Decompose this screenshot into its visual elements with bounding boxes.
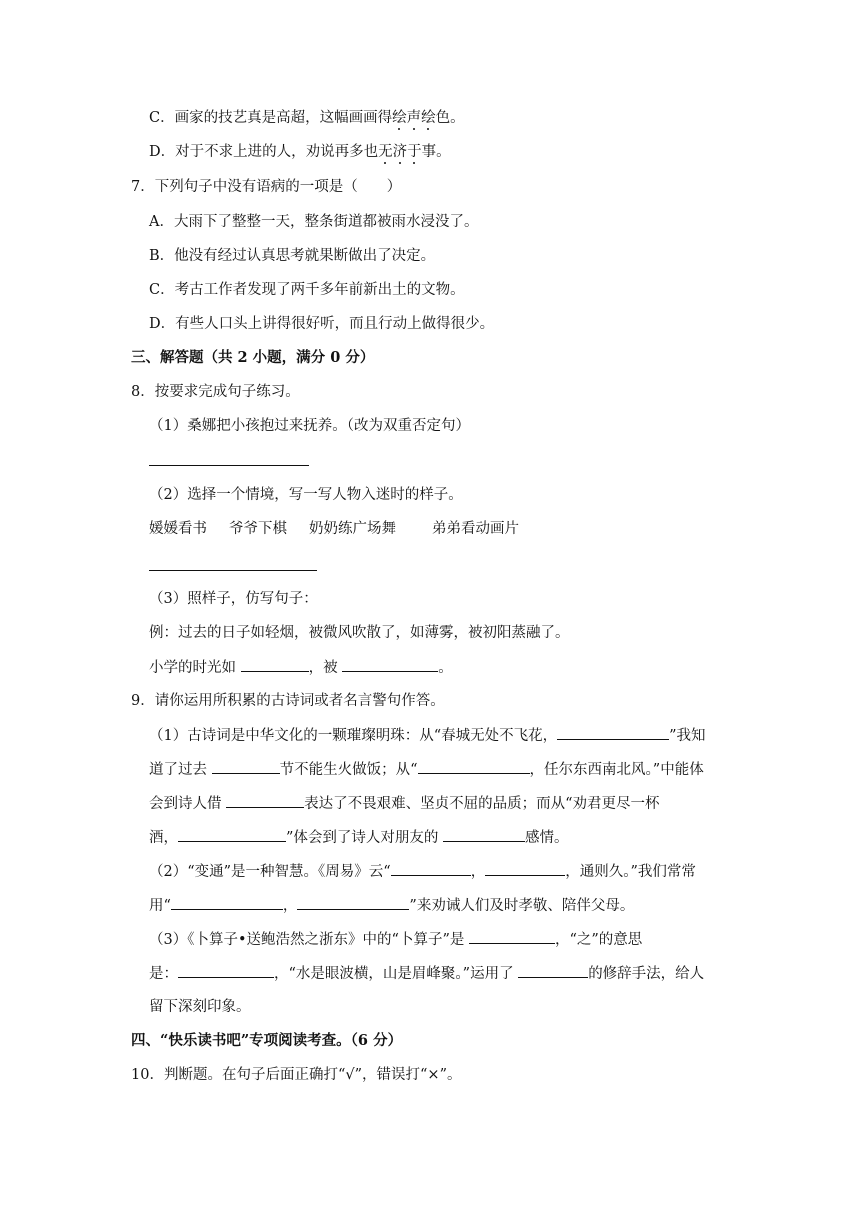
emphasis-char: 济: [392, 144, 408, 160]
q8-part-2: （2）选择一个情境，写一写人物入迷时的样子。: [149, 487, 463, 503]
q9-part-1-line-2: 道了过去 节不能生火做饭；从“ ，任尔东西南北风。”中能体: [149, 759, 704, 780]
q7-option-b: B．他没有经过认真思考就果断做出了决定。: [149, 248, 436, 264]
answer-blank[interactable]: [391, 861, 471, 876]
q7-stem: 7．下列句子中没有语病的一项是（ ）: [131, 179, 402, 195]
emphasis-char: 无: [378, 144, 393, 160]
emphasis-char: 于: [407, 144, 422, 160]
answer-blank[interactable]: [226, 793, 304, 808]
answer-blank[interactable]: [342, 657, 438, 672]
answer-blank[interactable]: [418, 759, 530, 774]
q6-option-c: C．画家的技艺真是高超，这幅画画得绘声绘色。: [149, 110, 465, 126]
q9-part-1-line-3: 会到诗人借 表达了不畏艰难、坚贞不屈的品质；而从“劝君更尽一杯: [149, 793, 660, 814]
answer-blank[interactable]: [171, 895, 283, 910]
section-3-heading: 三、解答题（共 2 小题，满分 0 分）: [131, 349, 375, 366]
answer-line[interactable]: [149, 465, 309, 466]
q10-stem: 10．判断题。在句子后面正确打“√”，错误打“×”。: [131, 1067, 462, 1083]
q8-example: 例：过去的日子如轻烟，被微风吹散了，如薄雾，被初阳蒸融了。: [149, 625, 570, 641]
answer-blank[interactable]: [443, 827, 525, 842]
q9-part-1-line-4: 酒， ”体会到了诗人对朋友的 感情。: [149, 827, 569, 848]
answer-line[interactable]: [149, 570, 317, 571]
emphasis-char: 绘: [421, 110, 436, 126]
answer-blank[interactable]: [297, 895, 409, 910]
q8-choices: [149, 519, 519, 539]
answer-blank[interactable]: [485, 861, 565, 876]
answer-blank[interactable]: [469, 929, 555, 944]
q6-option-d: D．对于不求上进的人，劝说再多也无济于事。: [149, 144, 451, 160]
answer-blank[interactable]: [178, 963, 274, 978]
choice: 弟弟看动画片: [432, 521, 519, 537]
choice: 媛媛看书: [149, 521, 207, 537]
q7-option-c: C．考古工作者发现了两千多年前新出土的文物。: [149, 282, 465, 298]
q9-part-3-line-2: 是： ，“水是眼波横，山是眉峰聚。”运用了 的修辞手法，给人: [149, 963, 704, 984]
q7-option-d: D．有些人口头上讲得很好听，而且行动上做得很少。: [149, 316, 495, 332]
q7-option-a: A．大雨下了整整一天，整条街道都被雨水浸没了。: [149, 214, 479, 230]
q9-part-3-line-1: （3）《卜算子•送鲍浩然之浙东》中的“卜算子”是 ，“之”的意思: [149, 929, 642, 950]
answer-blank[interactable]: [241, 657, 309, 672]
section-4-heading: 四、“快乐读书吧”专项阅读考查。（6 分）: [131, 1032, 403, 1049]
q8-part-3: （3）照样子，仿写句子：: [149, 591, 318, 607]
q8-fill: 小学的时光如 ，被 。: [149, 657, 453, 678]
answer-blank[interactable]: [212, 759, 280, 774]
q8-stem: 8．按要求完成句子练习。: [131, 384, 300, 400]
q8-part-1: （1）桑娜把小孩抱过来抚养。（改为双重否定句）: [149, 418, 470, 434]
q9-part-2-line-2: 用“ ， ”来劝诫人们及时孝敬、陪伴父母。: [149, 895, 634, 916]
answer-blank[interactable]: [178, 827, 286, 842]
choice: 奶奶练广场舞: [309, 521, 396, 537]
q9-part-1-line-1: （1）古诗词是中华文化的一颗璀璨明珠：从“春城无处不飞花， ”我知: [149, 725, 706, 746]
q9-part-3-line-3: 留下深刻印象。: [149, 999, 251, 1015]
choice: 爷爷下棋: [229, 521, 287, 537]
emphasis-char: 声: [406, 110, 422, 126]
q9-part-2-line-1: （2）“变通”是一种智慧。《周易》云“ ， ，通则久。”我们常常: [149, 861, 696, 882]
q9-stem: 9．请你运用所积累的古诗词或者名言警句作答。: [131, 693, 445, 709]
emphasis-char: 绘: [392, 110, 407, 126]
answer-blank[interactable]: [557, 725, 669, 740]
answer-blank[interactable]: [518, 963, 588, 978]
